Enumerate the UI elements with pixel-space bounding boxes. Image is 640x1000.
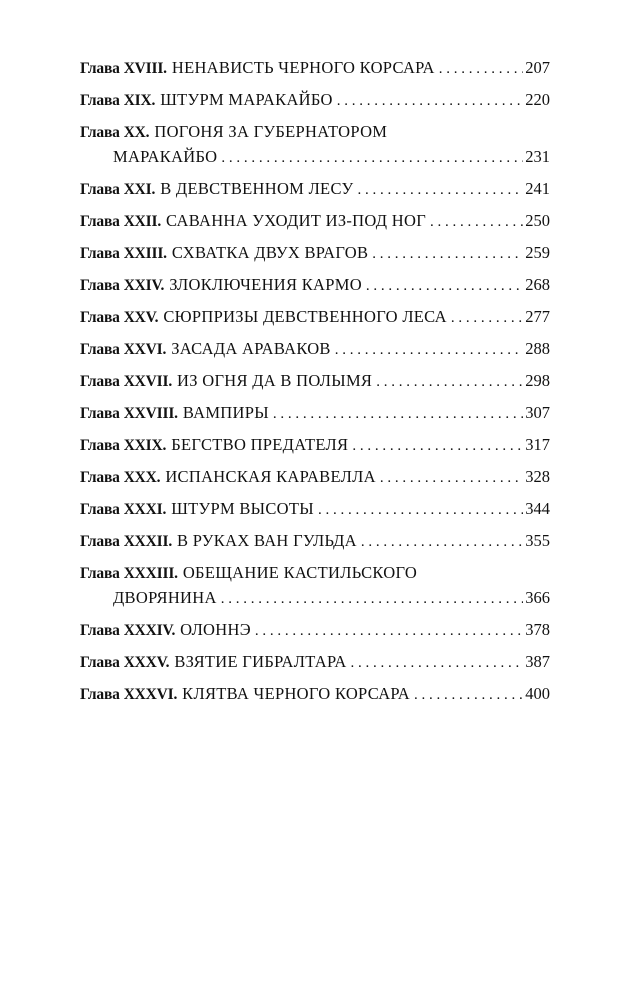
toc-entry-xx [80, 120, 550, 170]
chapter-number: XIX. [123, 92, 156, 109]
page-number: 298 [525, 371, 550, 390]
toc-entry-xxxi [80, 497, 550, 522]
toc-line [80, 56, 550, 81]
chapter-label [80, 89, 155, 113]
chapter-word: Глава [80, 124, 120, 141]
dot-leader [451, 306, 523, 330]
chapter-title: ОЛОННЭ [180, 620, 251, 639]
chapter-word: Глава [80, 565, 120, 582]
dot-leader [273, 402, 523, 426]
chapter-word: Глава [80, 622, 120, 639]
toc-entry-xxi [80, 177, 550, 202]
page-number: 207 [525, 58, 550, 77]
page-number: 328 [525, 467, 550, 486]
toc-entry-xxix [80, 433, 550, 458]
toc-line [80, 529, 550, 554]
dot-leader [255, 619, 523, 643]
dot-leader [358, 178, 524, 202]
toc-line [80, 241, 550, 266]
toc-entry-xxxvi [80, 682, 550, 707]
chapter-label [80, 242, 167, 266]
chapter-title: КЛЯТВА ЧЕРНОГО КОРСАРА [182, 684, 411, 703]
chapter-word: Глава [80, 469, 120, 486]
toc-entry-xix [80, 88, 550, 113]
chapter-title: ИЗ ОГНЯ ДА В ПОЛЫМЯ [177, 371, 373, 390]
page-number: 307 [525, 403, 550, 422]
chapter-number: XXX. [123, 469, 161, 486]
chapter-number: XVIII. [123, 60, 167, 77]
dot-leader [335, 338, 524, 362]
chapter-word: Глава [80, 181, 120, 198]
chapter-word: Глава [80, 60, 120, 77]
chapter-number: XXVI. [123, 341, 167, 358]
chapter-label [80, 562, 178, 586]
chapter-label [80, 370, 172, 394]
page-number: 366 [525, 588, 550, 607]
chapter-title: ШТУРМ МАРАКАЙБО [160, 90, 333, 109]
toc-line [80, 650, 550, 675]
chapter-title: В ДЕВСТВЕННОМ ЛЕСУ [160, 179, 354, 198]
chapter-word: Глава [80, 309, 120, 326]
page-number: 259 [525, 243, 550, 262]
toc-entry-xxiv [80, 273, 550, 298]
chapter-title-line1: ОБЕЩАНИЕ КАСТИЛЬСКОГО [182, 563, 418, 582]
chapter-label [80, 466, 160, 490]
chapter-number: XXIV. [123, 277, 165, 294]
page-number: 268 [525, 275, 550, 294]
chapter-title-line2: ДВОРЯНИНА [113, 588, 217, 607]
toc-line [80, 497, 550, 522]
toc-entry-xxx [80, 465, 550, 490]
page-number: 277 [525, 307, 550, 326]
chapter-label [80, 683, 177, 707]
chapter-word: Глава [80, 92, 120, 109]
chapter-label [80, 434, 166, 458]
chapter-title: ИСПАНСКАЯ КАРАВЕЛЛА [165, 467, 376, 486]
chapter-title: ШТУРМ ВЫСОТЫ [171, 499, 314, 518]
chapter-number: XXXVI. [123, 686, 178, 703]
chapter-word: Глава [80, 277, 120, 294]
dot-leader [366, 274, 523, 298]
toc-line [80, 337, 550, 362]
chapter-label [80, 651, 169, 675]
chapter-number: XXIX. [123, 437, 167, 454]
toc-line [80, 305, 550, 330]
chapter-word: Глава [80, 213, 120, 230]
chapter-number: XXXV. [123, 654, 170, 671]
chapter-number: XXIII. [123, 245, 167, 262]
page-number: 400 [525, 684, 550, 703]
chapter-word: Глава [80, 437, 120, 454]
toc-line [80, 273, 550, 298]
chapter-title: НЕНАВИСТЬ ЧЕРНОГО КОРСАРА [171, 58, 435, 77]
chapter-title: СЮРПРИЗЫ ДЕВСТВЕННОГО ЛЕСА [163, 307, 447, 326]
toc-entry-xxxii [80, 529, 550, 554]
chapter-title: БЕГСТВО ПРЕДАТЕЛЯ [171, 435, 349, 454]
chapter-number: XX. [123, 124, 150, 141]
dot-leader [352, 434, 523, 458]
chapter-word: Глава [80, 654, 120, 671]
chapter-label [80, 121, 149, 145]
page-number: 387 [525, 652, 550, 671]
chapter-label [80, 306, 158, 330]
chapter-title: ВАМПИРЫ [182, 403, 269, 422]
chapter-label [80, 619, 175, 643]
dot-leader [221, 587, 524, 611]
toc-line [80, 369, 550, 394]
page-number: 250 [525, 211, 550, 230]
toc-entry-xxxv [80, 650, 550, 675]
chapter-label [80, 210, 161, 234]
chapter-title: ЗАСАДА АРАВАКОВ [171, 339, 331, 358]
chapter-label [80, 530, 172, 554]
dot-leader [430, 210, 523, 234]
toc-line [80, 88, 550, 113]
chapter-word: Глава [80, 373, 120, 390]
chapter-number: XXII. [123, 213, 162, 230]
toc-line [80, 120, 550, 145]
toc-line-continued [80, 145, 550, 170]
dot-leader [380, 466, 523, 490]
dot-leader [221, 146, 523, 170]
toc-entry-xxxiii [80, 561, 550, 611]
chapter-number: XXXI. [123, 501, 167, 518]
chapter-word: Глава [80, 533, 120, 550]
toc-entry-xxviii [80, 401, 550, 426]
toc-line [80, 682, 550, 707]
page-number: 241 [525, 179, 550, 198]
chapter-word: Глава [80, 341, 120, 358]
dot-leader [351, 651, 524, 675]
chapter-label [80, 274, 164, 298]
toc-line [80, 433, 550, 458]
dot-leader [372, 242, 523, 266]
page-number: 355 [525, 531, 550, 550]
dot-leader [376, 370, 523, 394]
chapter-number: XXXIV. [123, 622, 176, 639]
chapter-word: Глава [80, 501, 120, 518]
dot-leader [439, 57, 524, 81]
chapter-word: Глава [80, 686, 120, 703]
chapter-label [80, 402, 178, 426]
toc-line [80, 561, 550, 586]
chapter-number: XXVII. [123, 373, 173, 390]
chapter-number: XXI. [123, 181, 156, 198]
toc-line [80, 177, 550, 202]
chapter-title: ВЗЯТИЕ ГИБРАЛТАРА [174, 652, 347, 671]
chapter-number: XXXIII. [123, 565, 178, 582]
toc-entry-xxiii [80, 241, 550, 266]
toc-entry-xxii [80, 209, 550, 234]
toc-line-continued [80, 586, 550, 611]
page-number: 378 [525, 620, 550, 639]
chapter-label [80, 498, 166, 522]
dot-leader [414, 683, 523, 707]
chapter-title: САВАННА УХОДИТ ИЗ-ПОД НОГ [166, 211, 427, 230]
toc-entry-xxv [80, 305, 550, 330]
chapter-label [80, 338, 166, 362]
toc-entry-xxvii [80, 369, 550, 394]
dot-leader [337, 89, 524, 113]
chapter-label [80, 178, 155, 202]
chapter-title: СХВАТКА ДВУХ ВРАГОВ [171, 243, 369, 262]
page-number: 220 [525, 90, 550, 109]
table-of-contents [80, 56, 550, 714]
toc-line [80, 618, 550, 643]
chapter-number: XXXII. [123, 533, 173, 550]
toc-line [80, 465, 550, 490]
chapter-number: XXV. [123, 309, 159, 326]
page-number: 231 [525, 147, 550, 166]
chapter-title-line2: МАРАКАЙБО [113, 147, 218, 166]
toc-entry-xviii [80, 56, 550, 81]
chapter-word: Глава [80, 405, 120, 422]
chapter-title: ЗЛОКЛЮЧЕНИЯ КАРМО [169, 275, 362, 294]
toc-entry-xxvi [80, 337, 550, 362]
chapter-word: Глава [80, 245, 120, 262]
chapter-label [80, 57, 167, 81]
chapter-number: XXVIII. [123, 405, 178, 422]
toc-line [80, 209, 550, 234]
chapter-title: В РУКАХ ВАН ГУЛЬДА [177, 531, 357, 550]
page-number: 288 [525, 339, 550, 358]
dot-leader [361, 530, 523, 554]
dot-leader [318, 498, 523, 522]
toc-line [80, 401, 550, 426]
toc-entry-xxxiv [80, 618, 550, 643]
page-number: 317 [525, 435, 550, 454]
chapter-title-line1: ПОГОНЯ ЗА ГУБЕРНАТОРОМ [154, 122, 388, 141]
page-number: 344 [525, 499, 550, 518]
